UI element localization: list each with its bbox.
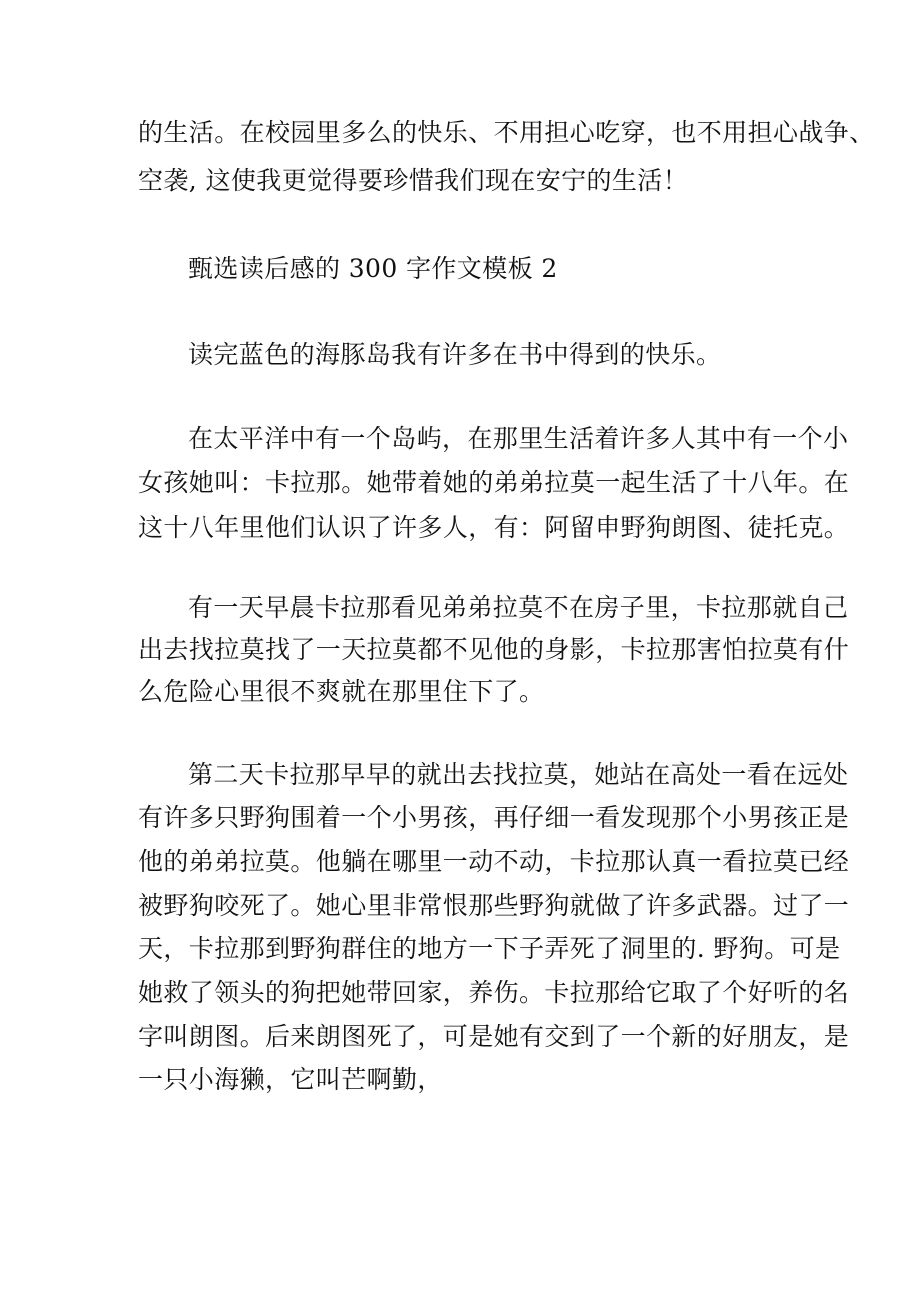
paragraph-6-line-5: 天，卡拉那到野狗群住的地方一下子弄死了洞里的. 野狗。可是 — [138, 934, 841, 963]
paragraph-5-line-1: 有一天早晨卡拉那看见弟弟拉莫不在房子里，卡拉那就自己 — [188, 593, 849, 622]
paragraph-6-line-1: 第二天卡拉那早早的就出去找拉莫，她站在高处一看在远处 — [188, 760, 849, 789]
section-heading: 甄选读后感的 300 字作文模板 2 — [188, 254, 558, 283]
paragraph-4-line-1: 在太平洋中有一个岛屿，在那里生活着许多人其中有一个小 — [188, 424, 849, 453]
paragraph-6-line-7: 字叫朗图。后来朗图死了，可是她有交到了一个新的好朋友，是 — [138, 1022, 850, 1051]
paragraph-6-line-3: 他的弟弟拉莫。他躺在哪里一动不动，卡拉那认真一看拉莫已经 — [138, 847, 850, 876]
paragraph-5-line-2: 出去找拉莫找了一天拉莫都不见他的身影，卡拉那害怕拉莫有什 — [138, 635, 850, 664]
paragraph-6-line-4: 被野狗咬死了。她心里非常恨那些野狗就做了许多武器。过了一 — [138, 891, 850, 920]
paragraph-3-line-1: 读完蓝色的海豚岛我有许多在书中得到的快乐。 — [188, 340, 722, 369]
paragraph-1-line-1: 的生活。在校园里多么的快乐、不用担心吃穿，也不用担心战争、 — [138, 118, 875, 147]
paragraph-5-line-3: 么危险心里很不爽就在那里住下了。 — [138, 677, 545, 706]
paragraph-4-line-2: 女孩她叫：卡拉那。她带着她的弟弟拉莫一起生活了十八年。在 — [138, 468, 850, 497]
paragraph-6-line-8: 一只小海獭，它叫芒啊勤， — [138, 1065, 443, 1094]
paragraph-4-line-3: 这十八年里他们认识了许多人，有：阿留申野狗朗图、徒托克。 — [138, 513, 850, 542]
paragraph-6-line-6: 她救了领头的狗把她带回家，养伤。卡拉那给它取了个好听的名 — [138, 978, 850, 1007]
paragraph-6-line-2: 有许多只野狗围着一个小男孩，再仔细一看发现那个小男孩正是 — [138, 803, 850, 832]
paragraph-1-line-2: 空袭, 这使我更觉得要珍惜我们现在安宁的生活！ — [138, 166, 689, 195]
